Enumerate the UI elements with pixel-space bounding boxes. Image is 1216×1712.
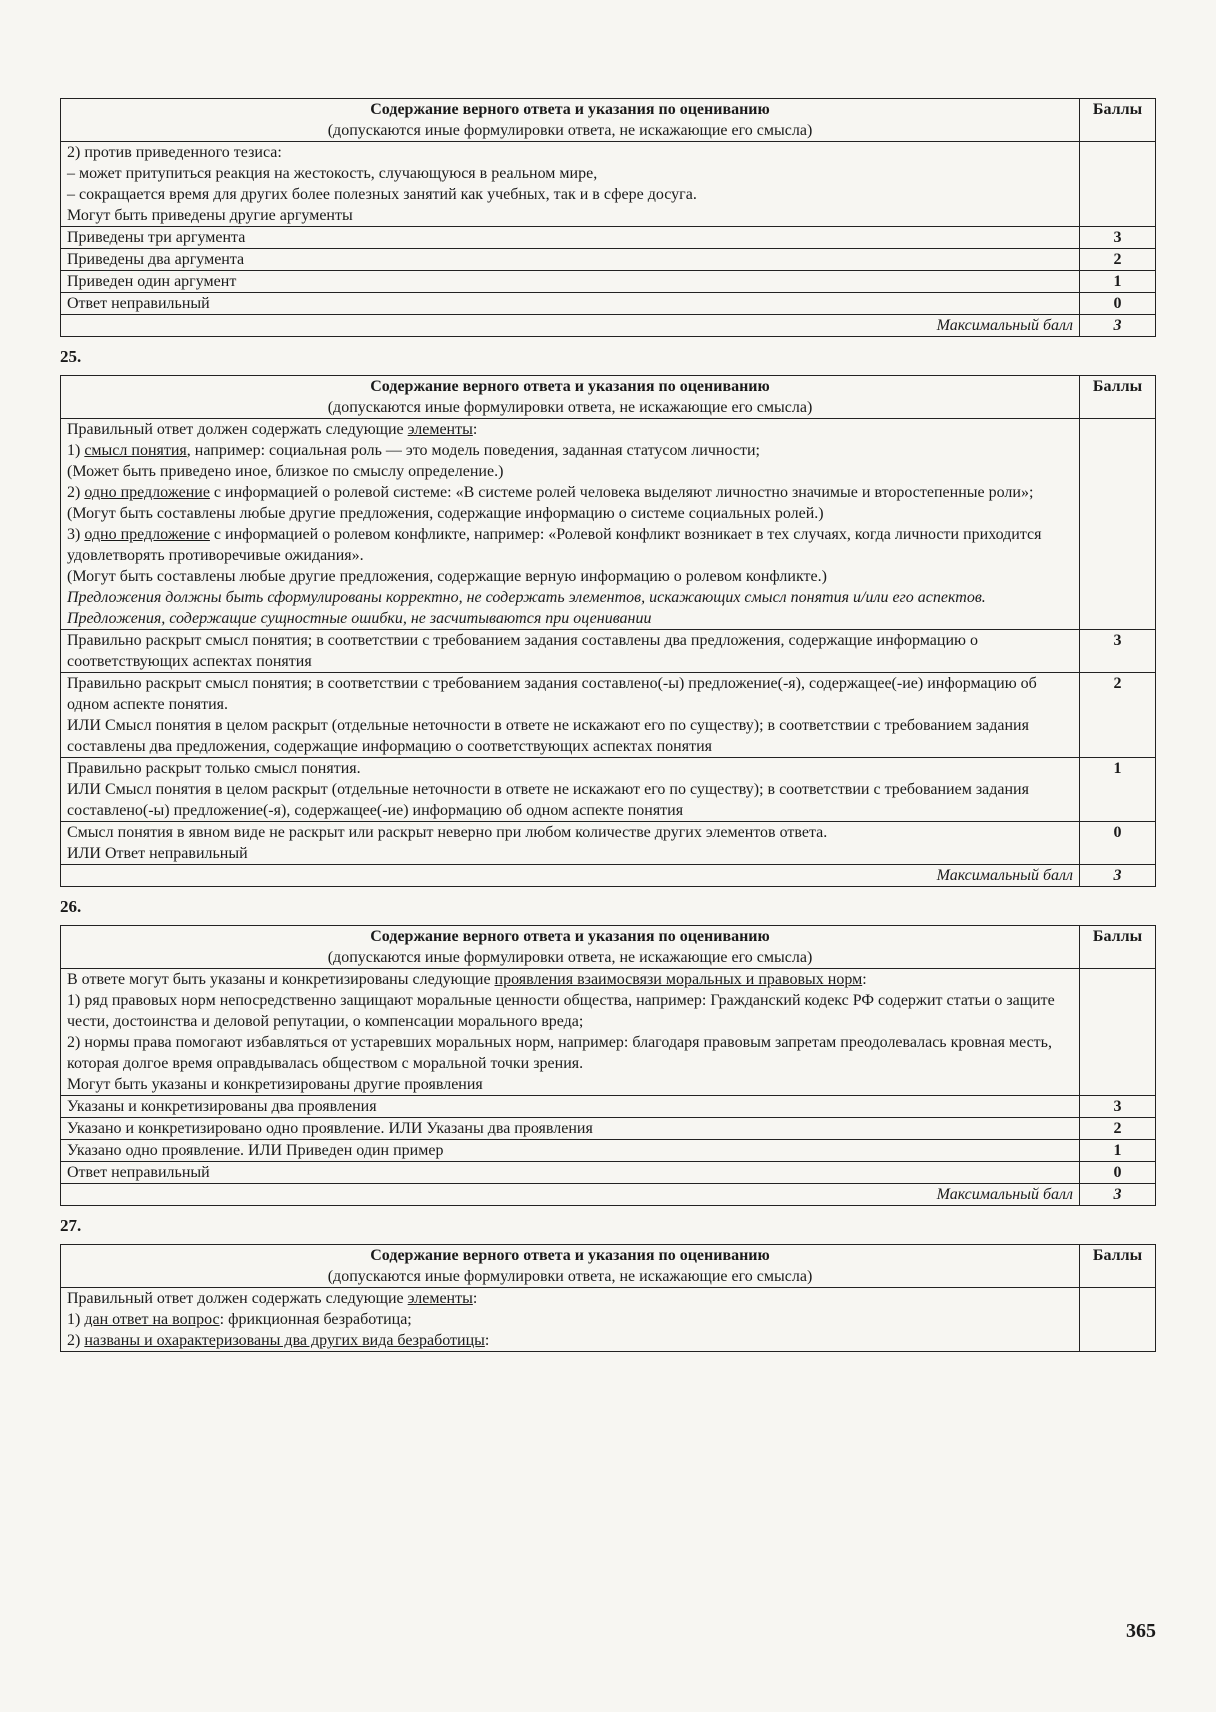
table-header xyxy=(61,1245,1080,1288)
table-row xyxy=(61,822,1156,865)
criterion-text: Правильно раскрыт смысл понятия; в соответствии с требованием задания составлены два предложения, содержащие информацию о соответствующих аспектах понятия xyxy=(61,630,1080,673)
table-row xyxy=(61,227,1156,249)
points-header: Баллы xyxy=(1080,99,1156,142)
content-line: 1) ряд правовых норм непосредственно защищают моральные ценности общества, например: Гражданский кодекс РФ содержит статьи о защите чести, достоинства и деловой репутации, о компенсации морального вреда; xyxy=(67,992,1055,1030)
task-number-25: 25. xyxy=(60,347,82,366)
content-line: 2) одно предложение с информацией о ролевой системе: «В системе ролей человека выделяют личностно значимые и второстепенные роли»; xyxy=(67,484,1034,501)
answer-content xyxy=(61,969,1080,1096)
criterion-text: Ответ неправильный xyxy=(61,1162,1080,1184)
table-row xyxy=(61,1118,1156,1140)
criterion-text: Правильно раскрыт смысл понятия; в соответствии с требованием задания составлено(-ы) предложение(-я), содержащее(-ие) информацию об одном аспекте понятия. ИЛИ Смысл понятия в целом раскрыт (отдельные неточности в ответе не искажают его по существу); в соответствии с требованием задания составлены два предложения, содержащие информацию о соответствующих аспектах понятия xyxy=(61,673,1080,758)
header-subtitle: (допускаются иные формулировки ответа, не искажающие его смысла) xyxy=(327,1268,813,1285)
content-line: 1) смысл понятия, например: социальная роль — это модель поведения, заданная статусом личности; xyxy=(67,442,760,459)
content-line: (Могут быть составлены любые другие предложения, содержащие информацию о системе социальных ролей.) xyxy=(67,505,824,522)
criterion-text: Смысл понятия в явном виде не раскрыт или раскрыт неверно при любом количестве других элементов ответа. ИЛИ Ответ неправильный xyxy=(61,822,1080,865)
max-score-label: Максимальный балл xyxy=(61,1184,1080,1206)
header-subtitle: (допускаются иные формулировки ответа, не искажающие его смысла) xyxy=(327,122,813,139)
content-line: Могут быть указаны и конкретизированы другие проявления xyxy=(67,1076,483,1093)
score-cell: 3 xyxy=(1080,1096,1156,1118)
table-row xyxy=(61,293,1156,315)
criterion-text: Приведены два аргумента xyxy=(61,249,1080,271)
criterion-text: Указаны и конкретизированы два проявления xyxy=(61,1096,1080,1118)
header-title: Содержание верного ответа и указания по оцениванию xyxy=(370,928,770,945)
score-cell: 0 xyxy=(1080,293,1156,315)
answer-content xyxy=(61,142,1080,227)
content-line: 2) названы и охарактеризованы два других вида безработицы: xyxy=(67,1332,490,1349)
content-line: 2) против приведенного тезиса: xyxy=(67,144,282,161)
score-cell: 2 xyxy=(1080,1118,1156,1140)
header-title: Содержание верного ответа и указания по оцениванию xyxy=(370,378,770,395)
criterion-text: Правильно раскрыт только смысл понятия. ИЛИ Смысл понятия в целом раскрыт (отдельные неточности в ответе не искажают его по существу); в соответствии с требованием задания составлено(-ы) предложение(-я), содержащее(-ие) информацию об одном аспекте понятия xyxy=(61,758,1080,822)
max-score-label: Максимальный балл xyxy=(61,315,1080,337)
page-number: 365 xyxy=(1126,1620,1156,1642)
content-line: – может притупиться реакция на жестокость, случающуюся в реальном мире, xyxy=(67,165,598,182)
table-row xyxy=(61,249,1156,271)
answer-content xyxy=(61,1288,1080,1352)
content-line: – сокращается время для других более полезных занятий как учебных, так и в сфере досуга. xyxy=(67,186,697,203)
table-row xyxy=(61,1096,1156,1118)
content-line: 3) одно предложение с информацией о ролевом конфликте, например: «Ролевой конфликт возникает в тех случаях, когда личности приходится удовлетворять противоречивые ожидания». xyxy=(67,526,1042,564)
header-subtitle: (допускаются иные формулировки ответа, не искажающие его смысла) xyxy=(327,399,813,416)
max-score-label: Максимальный балл xyxy=(61,865,1080,887)
criteria-table-24 xyxy=(60,98,1156,337)
answer-content xyxy=(61,419,1080,630)
max-score-row xyxy=(61,865,1156,887)
content-line: 2) нормы права помогают избавляться от устаревших моральных норм, например: благодаря правовым запретам преодолевалась кровная месть, которая долгое время оправдывалась обществом с моральной точки зрения. xyxy=(67,1034,1052,1072)
header-subtitle: (допускаются иные формулировки ответа, не искажающие его смысла) xyxy=(327,949,813,966)
content-line: Правильный ответ должен содержать следующие элементы: xyxy=(67,1290,478,1307)
content-note: Предложения, содержащие сущностные ошибки, не засчитываются при оценивании xyxy=(67,610,652,627)
task-number-26: 26. xyxy=(60,897,82,916)
content-line: Правильный ответ должен содержать следующие элементы: xyxy=(67,421,478,438)
page-content xyxy=(60,98,1156,1352)
criterion-text: Приведен один аргумент xyxy=(61,271,1080,293)
score-cell: 1 xyxy=(1080,271,1156,293)
table-row xyxy=(61,271,1156,293)
score-cell: 1 xyxy=(1080,1140,1156,1162)
criterion-text: Приведены три аргумента xyxy=(61,227,1080,249)
criterion-text: Указано и конкретизировано одно проявление. ИЛИ Указаны два проявления xyxy=(61,1118,1080,1140)
content-line: (Может быть приведено иное, близкое по смыслу определение.) xyxy=(67,463,504,480)
table-row xyxy=(61,758,1156,822)
criteria-table-26 xyxy=(60,925,1156,1206)
criterion-text: Указано одно проявление. ИЛИ Приведен один пример xyxy=(61,1140,1080,1162)
points-header: Баллы xyxy=(1080,376,1156,419)
task-number-27: 27. xyxy=(60,1216,82,1235)
table-row xyxy=(61,673,1156,758)
score-cell: 0 xyxy=(1080,822,1156,865)
content-line: 1) дан ответ на вопрос: фрикционная безработица; xyxy=(67,1311,412,1328)
header-title: Содержание верного ответа и указания по оцениванию xyxy=(370,1247,770,1264)
max-score-value: 3 xyxy=(1080,315,1156,337)
table-row xyxy=(61,1162,1156,1184)
table-header xyxy=(61,99,1080,142)
score-cell: 0 xyxy=(1080,1162,1156,1184)
criterion-text: Ответ неправильный xyxy=(61,293,1080,315)
content-line: Могут быть приведены другие аргументы xyxy=(67,207,353,224)
max-score-value: 3 xyxy=(1080,1184,1156,1206)
points-header: Баллы xyxy=(1080,926,1156,969)
score-cell: 2 xyxy=(1080,249,1156,271)
score-cell: 3 xyxy=(1080,227,1156,249)
content-line: В ответе могут быть указаны и конкретизированы следующие проявления взаимосвязи моральных и правовых норм: xyxy=(67,971,867,988)
max-score-row xyxy=(61,1184,1156,1206)
score-cell: 1 xyxy=(1080,758,1156,822)
table-row xyxy=(61,1140,1156,1162)
score-cell: 2 xyxy=(1080,673,1156,758)
header-title: Содержание верного ответа и указания по оцениванию xyxy=(370,101,770,118)
criteria-table-27 xyxy=(60,1244,1156,1352)
table-header xyxy=(61,926,1080,969)
table-row xyxy=(61,630,1156,673)
max-score-value: 3 xyxy=(1080,865,1156,887)
content-line: (Могут быть составлены любые другие предложения, содержащие верную информацию о ролевом конфликте.) xyxy=(67,568,827,585)
table-header xyxy=(61,376,1080,419)
content-note: Предложения должны быть сформулированы корректно, не содержать элементов, искажающих смысл понятия и/или его аспектов. xyxy=(67,589,986,606)
points-header: Баллы xyxy=(1080,1245,1156,1288)
max-score-row xyxy=(61,315,1156,337)
criteria-table-25 xyxy=(60,375,1156,887)
score-cell: 3 xyxy=(1080,630,1156,673)
